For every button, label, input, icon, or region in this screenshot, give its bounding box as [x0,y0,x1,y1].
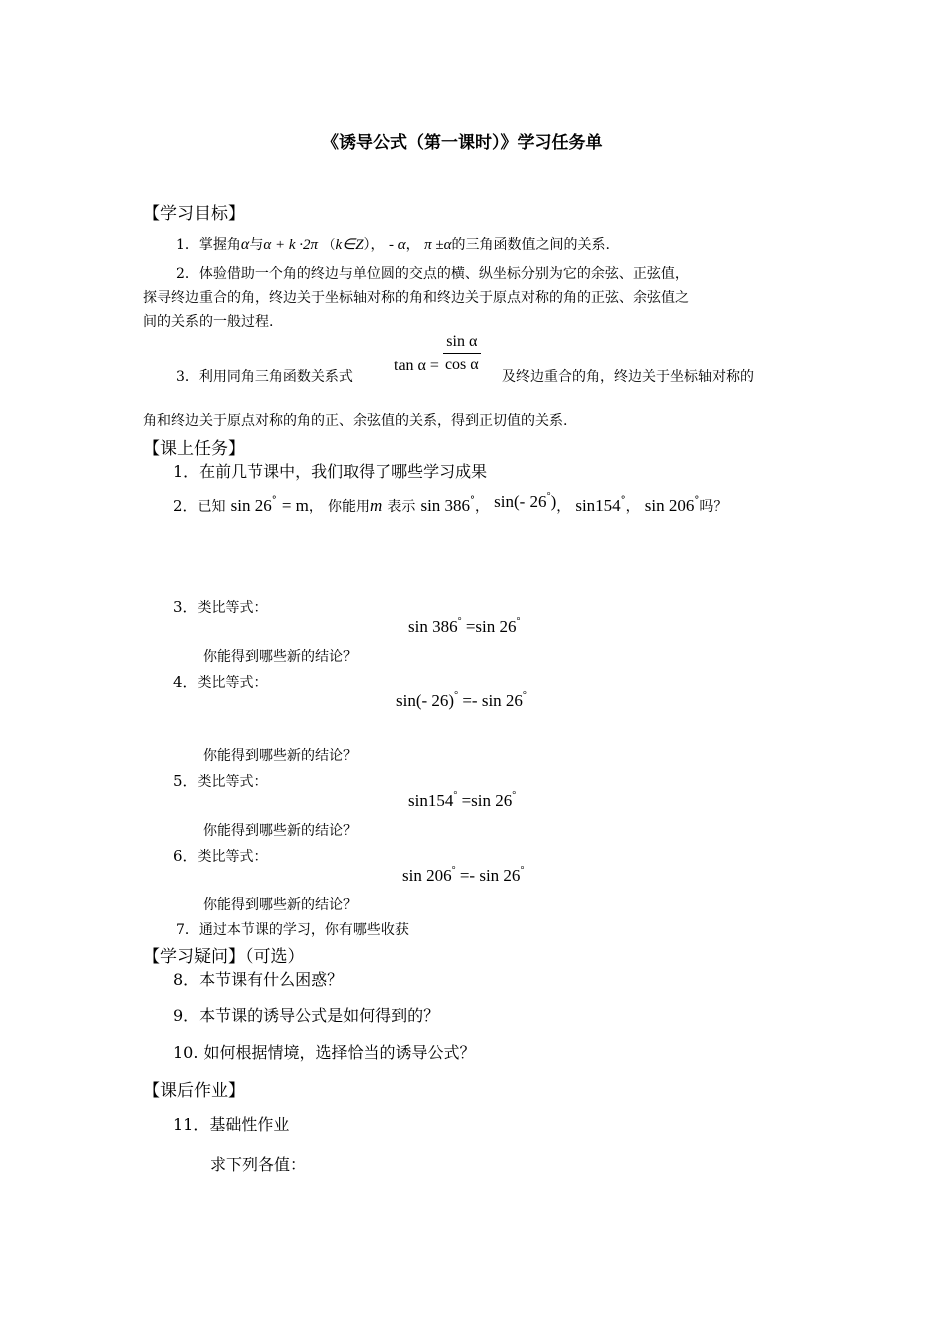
objective-2-line3: 间的关系的一般过程. [143,314,274,330]
task-5-label: 5．类比等式： [173,772,268,790]
page-title: 《诱导公式（第一课时）》学习任务单 [322,133,603,153]
question-8: 8．本节课有什么困惑？ [173,970,344,989]
question-10: 10. 如何根据情境，选择恰当的诱导公式？ [173,1043,476,1062]
section-homework: 【课后作业】 [143,1081,245,1101]
objective-3-suffix: 及终边重合的角，终边关于坐标轴对称的 [502,369,754,385]
objective-2-line1: 2．体验借助一个角的终边与单位圆的交点的横、纵坐标分别为它的余弦、正弦值， [176,266,689,282]
task-4-question: 你能得到哪些新的结论？ [203,748,357,764]
objective-3-line2: 角和终边关于原点对称的角的正、余弦值的关系，得到正切值的关系. [143,413,568,429]
task-6-question: 你能得到哪些新的结论？ [203,897,357,913]
task-6-equation: sin 206° =- sin 26° [402,865,525,885]
task-4-equation: sin(- 26)° =- sin 26° [396,690,527,710]
task-7: 7．通过本节课的学习，你有哪些收获 [176,922,409,938]
task-3-label: 3．类比等式： [173,598,268,616]
homework-11-sub: 求下列各值： [210,1155,307,1174]
section-tasks: 【课上任务】 [143,439,245,459]
task-5-question: 你能得到哪些新的结论？ [203,823,357,839]
task-6-label: 6．类比等式： [173,847,268,865]
tan-formula: tan α = $\frac{\text{sin α}}{\text{cos α}}$ [394,333,479,375]
objective-1: 1．掌握角α与α + k ·2π （k∈Z）， - α， π ±α的三角函数值之间的关系. [176,236,610,253]
task-1: 1．在前几节课中，我们取得了哪些学习成果 [173,462,488,481]
task-3-question: 你能得到哪些新的结论？ [203,649,357,665]
question-9: 9．本节课的诱导公式是如何得到的？ [173,1006,440,1025]
task-3-equation: sin 386° =sin 26° [408,616,521,636]
task-2: 2．已知 sin 26° = m， 你能用m 表示 sin 386°， sin(- 26°)， sin154°， sin 206°吗？ [173,491,728,515]
task-5-equation: sin154° =sin 26° [408,790,517,810]
objective-2-line2: 探寻终边重合的角，终边关于坐标轴对称的角和终边关于原点对称的角的正弦、余弦值之 [143,290,689,306]
homework-11: 11．基础性作业 [173,1115,290,1134]
section-questions: 【学习疑问】（可选） [143,947,305,967]
task-4-label: 4．类比等式： [173,673,268,691]
section-objectives: 【学习目标】 [143,204,245,224]
objective-3-prefix: 3．利用同角三角函数关系式 [176,369,353,385]
